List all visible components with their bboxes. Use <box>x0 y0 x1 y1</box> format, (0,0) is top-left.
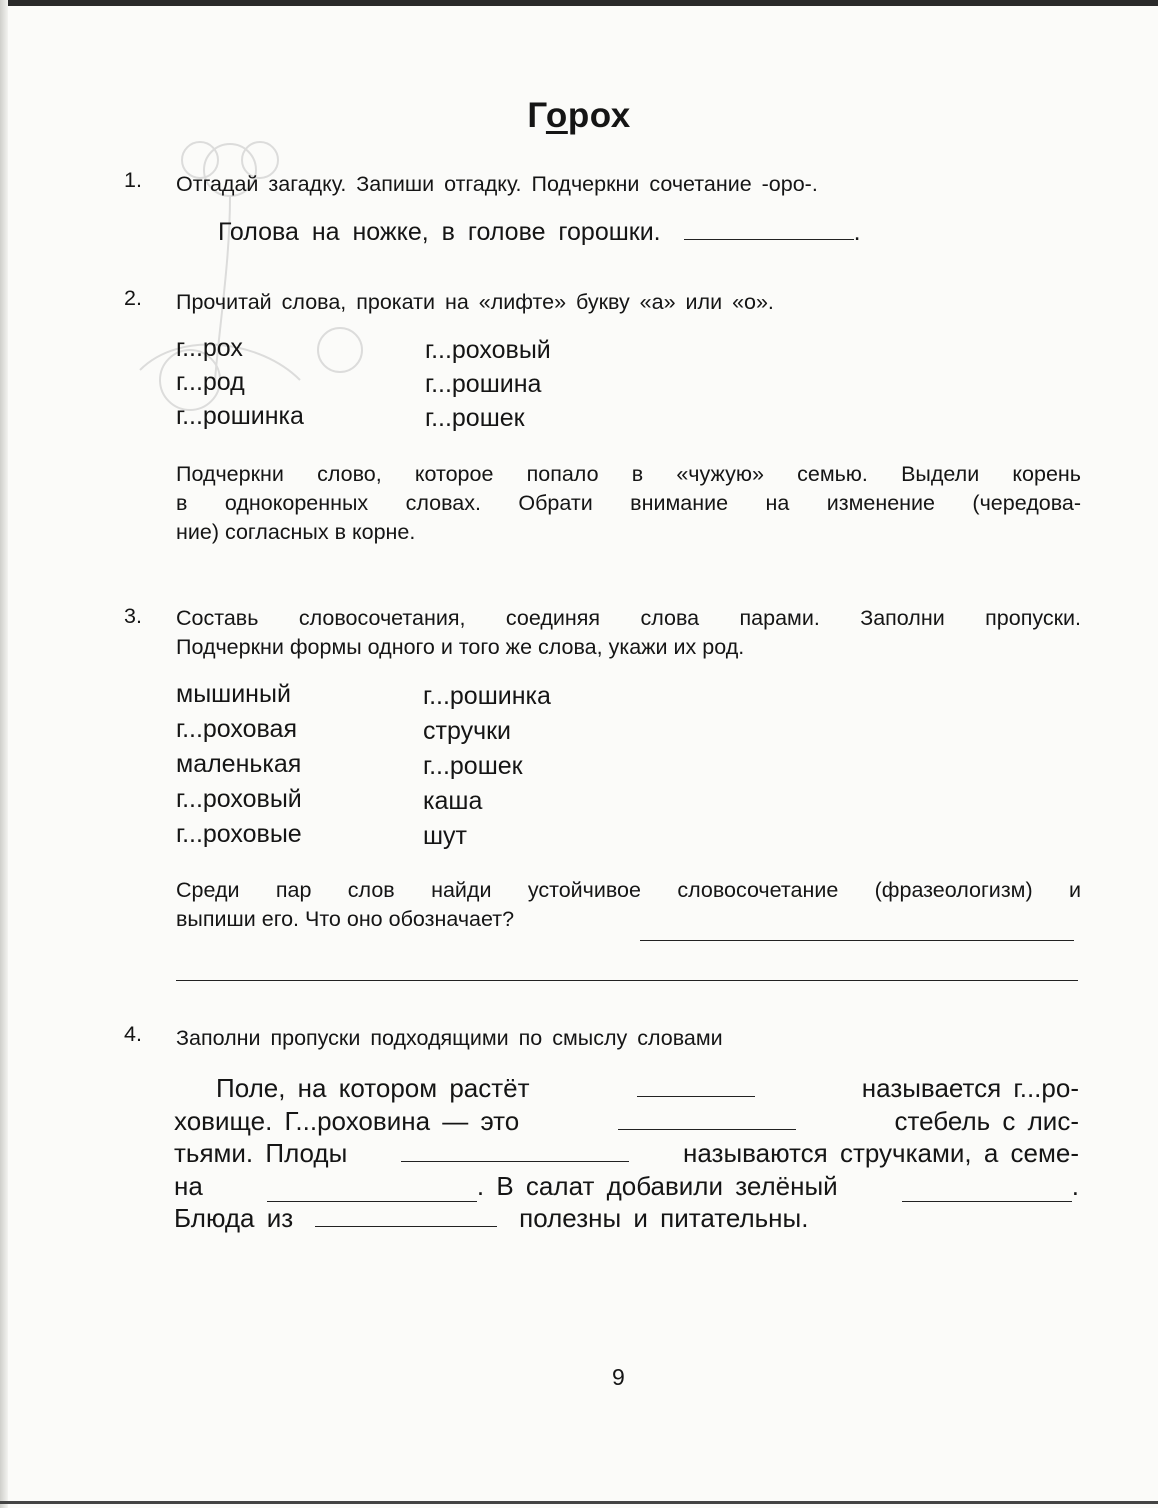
task-3-word-left: маленькая <box>176 750 302 778</box>
task-2-word-left: г...род <box>176 368 245 396</box>
fill-blank[interactable] <box>902 1177 1072 1202</box>
fill-row: Блюда из полезны и питательны. <box>174 1203 809 1233</box>
task-3-word-left: г...роховая <box>176 715 297 743</box>
fill-row: ховище. Г...роховина — это стебель с лис- <box>174 1105 1079 1136</box>
task-2-word-right: г...рошек <box>425 404 525 432</box>
task-3-paragraph: Среди пар слов найди устойчивое словосочетание (фразеологизм) и выпиши его. Что оно обозначает? <box>176 878 1081 931</box>
task-3-answer-line[interactable] <box>176 980 1078 981</box>
task-3-word-right: шут <box>423 822 468 850</box>
fill-blank[interactable] <box>315 1202 497 1227</box>
task-3-number: 3. <box>124 604 142 628</box>
task-2-word-right: г...рошина <box>425 370 542 398</box>
task-2-instruction: Прочитай слова, прокати на «лифте» букву «а» или «о». <box>176 290 774 314</box>
riddle-line <box>218 218 861 247</box>
task-3-answer-line[interactable] <box>640 940 1074 941</box>
task-4-instruction: Заполни пропуски подходящими по смыслу словами <box>176 1026 723 1050</box>
task-1-number: 1. <box>124 168 142 192</box>
task-4-number: 4. <box>124 1022 142 1046</box>
task-2-word-left: г...рошинка <box>176 402 304 430</box>
task-3-word-right: г...рошинка <box>423 682 551 710</box>
riddle-end-punct: . <box>853 218 861 246</box>
task-3-instruction: Составь словосочетания, соединяя слова парами. Заполни пропуски. Подчеркни формы одного и того же слова, укажи их род. <box>176 606 1081 659</box>
fill-blank[interactable] <box>401 1137 629 1162</box>
task-3-word-left: г...роховый <box>176 785 302 813</box>
riddle-answer-blank[interactable] <box>684 239 854 240</box>
fill-row: Поле, на котором растёт называется г...ро- <box>216 1073 1079 1103</box>
task-4-fill-text <box>174 1072 1079 1235</box>
page-title: Горох <box>527 96 631 135</box>
task-2-number: 2. <box>124 286 142 310</box>
task-2-paragraph: Подчеркни слово, которое попало в «чужую» семью. Выдели корень в однокоренных словах. Обрати внимание на изменение (чередова- ние) согласных в корне. <box>176 462 1081 544</box>
fill-blank[interactable] <box>267 1177 477 1202</box>
task-3-word-left: г...роховые <box>176 820 302 848</box>
task-3-word-right: г...рошек <box>423 752 523 780</box>
task-3-word-right: стручки <box>423 717 512 745</box>
riddle-text: Голова на ножке, в голове горошки. <box>218 218 661 246</box>
page-number: 9 <box>612 1364 625 1390</box>
task-1-instruction: Отгадай загадку. Запиши отгадку. Подчеркни сочетание -оро-. <box>176 172 818 196</box>
scan-top-edge <box>0 0 1158 6</box>
task-2-word-left: г...рох <box>176 334 243 362</box>
task-2-word-right: г...роховый <box>425 336 551 364</box>
fill-row: тьями. Плоды называются стручками, а семе- <box>174 1138 1079 1168</box>
fill-blank[interactable] <box>618 1105 796 1130</box>
fill-row: на . В салат добавили зелёный . <box>174 1170 1079 1201</box>
scan-left-edge <box>0 0 8 1508</box>
bleed-through-flower-icon <box>120 120 400 440</box>
task-3-word-right: каша <box>423 787 483 815</box>
task-3-word-left: мышиный <box>176 680 291 708</box>
scan-bottom-edge <box>0 1501 1158 1504</box>
fill-blank[interactable] <box>637 1072 755 1097</box>
